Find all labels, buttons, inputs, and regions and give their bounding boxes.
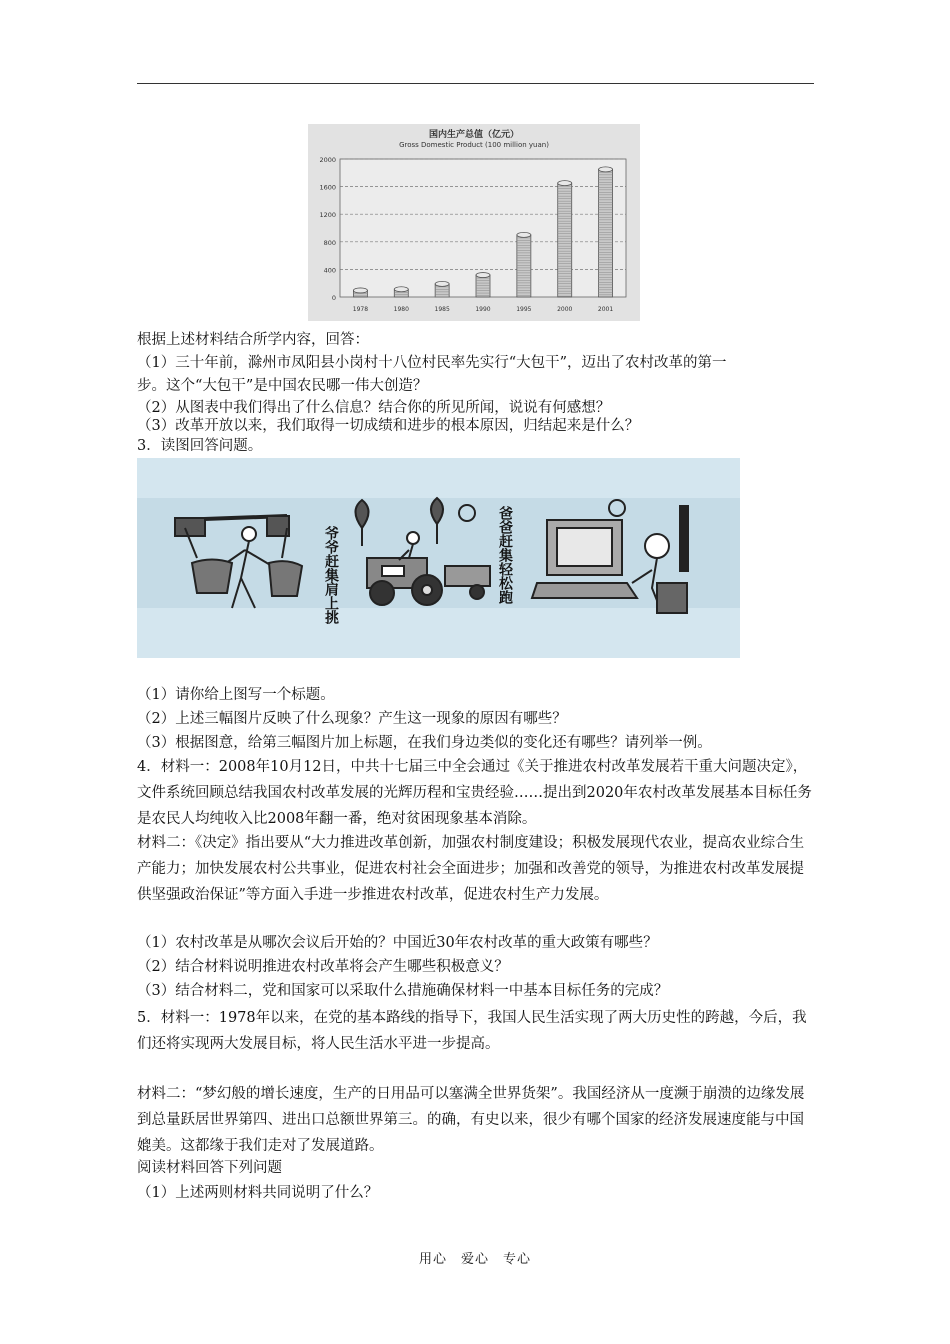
section-3-heading: 3．读图回答问题。 (137, 438, 263, 454)
chart-svg (308, 124, 640, 321)
y-tick-label: 800 (323, 238, 336, 247)
cartoon-caption-1: 爷爷赶集肩上挑 (323, 526, 339, 624)
y-tick-label: 1600 (319, 183, 336, 192)
question-intro: 根据上述材料结合所学内容，回答： (137, 332, 369, 348)
question-3: （3）改革开放以来，我们取得一切成绩和进步的根本原因，归结起来是什么？ (137, 418, 640, 434)
section-3-q1: （1）请你给上图写一个标题。 (137, 687, 335, 703)
y-tick-label: 1200 (319, 211, 336, 220)
cartoon-illustration (137, 458, 740, 658)
bar (394, 287, 408, 297)
question-1-line-2: 步。这个“大包干”是中国农民哪一伟大创造？ (137, 378, 428, 394)
section-4-material-2: 材料二：《决定》指出要从“大力推进改革创新，加强农村制度建设；积极发展现代农业，提高农业综合生产能力；加快发展农村公共事业，促进农村社会全面进步；加强和改善党的领导，为推进农村改革发展提供坚强政治保证”等方面入手进一步推进农村改革，促进农村生产力发展。 (137, 835, 805, 903)
bar (476, 273, 490, 297)
chart-title: 国内生产总值（亿元） (428, 130, 520, 140)
question-2: （2）从图表中我们得出了什么信息？结合你的所见所闻，说说有何感想？ (137, 400, 611, 416)
y-tick-label: 2000 (319, 156, 336, 164)
section-4-q2: （2）结合材料说明推进农村改革将会产生哪些积极意义？ (137, 959, 509, 975)
x-tick-label: 1978 (352, 306, 369, 313)
section-5-material-1: 5．材料一：1978年以来，在党的基本路线的指导下，我国人民生活实现了两大历史性的跨越，今后，我们还将实现两大发展目标，将人民生活水平进一步提高。 (137, 1010, 807, 1052)
cartoon-caption-2: 爸爸赶集轻松跑 (497, 506, 513, 604)
section-4-q1: （1）农村改革是从哪次会议后开始的？中国近30年农村改革的重大政策有哪些？ (137, 935, 658, 951)
bar (599, 167, 613, 297)
y-tick-label: 0 (331, 294, 336, 302)
x-tick-label: 1980 (393, 306, 409, 313)
section-5-q1: （1）上述两则材料共同说明了什么？ (137, 1185, 379, 1201)
section-4-q3: （3）结合材料二，党和国家可以采取什么措施确保材料一中基本目标任务的完成？ (137, 983, 669, 999)
cartoon-svg (137, 458, 740, 658)
section-3-q3: （3）根据图意，给第三幅图片加上标题，在我们身边类似的变化还有哪些？请列举一例。 (137, 735, 712, 751)
bar (435, 281, 449, 297)
section-5-instruction: 阅读材料回答下列问题 (137, 1160, 282, 1176)
section-4-material-1: 4．材料一：2008年10月12日，中共十七届三中全会通过《关于推进农村改革发展若干重大问题决定》，文件系统回顾总结我国农村改革发展的光辉历程和宝贵经验……提出到2020年农村改革发展基本目标任务是农民人均纯收入比2008年翻一番，绝对贫困现象基本消除。 (137, 759, 812, 827)
bar (353, 288, 367, 297)
bar (558, 181, 572, 297)
x-tick-label: 2000 (557, 306, 573, 313)
y-tick-label: 400 (323, 266, 336, 275)
chart-subtitle: Gross Domestic Product (100 million yuan) (399, 141, 549, 149)
x-tick-label: 1985 (434, 306, 450, 313)
x-tick-label: 1995 (516, 306, 532, 313)
x-tick-label: 2001 (597, 306, 614, 313)
question-1-line-1: （1）三十年前，滁州市凤阳县小岗村十八位村民率先实行“大包干”，迈出了农村改革的第一 (137, 355, 727, 371)
gdp-bar-chart (308, 124, 640, 321)
header-rule (137, 83, 814, 84)
page-footer: 用心 爱心 专心 (418, 1252, 531, 1267)
x-tick-label: 1990 (475, 306, 491, 313)
bar (517, 232, 531, 297)
section-5-material-2: 材料二：“梦幻般的增长速度，生产的日用品可以塞满全世界货架”。我国经济从一度濒于崩溃的边缘发展到总量跃居世界第四、进出口总额世界第三。的确，有史以来，很少有哪个国家的经济发展速度能与中国媲美。这都缘于我们走对了发展道路。 (137, 1086, 805, 1154)
section-3-q2: （2）上述三幅图片反映了什么现象？产生这一现象的原因有哪些？ (137, 711, 567, 727)
